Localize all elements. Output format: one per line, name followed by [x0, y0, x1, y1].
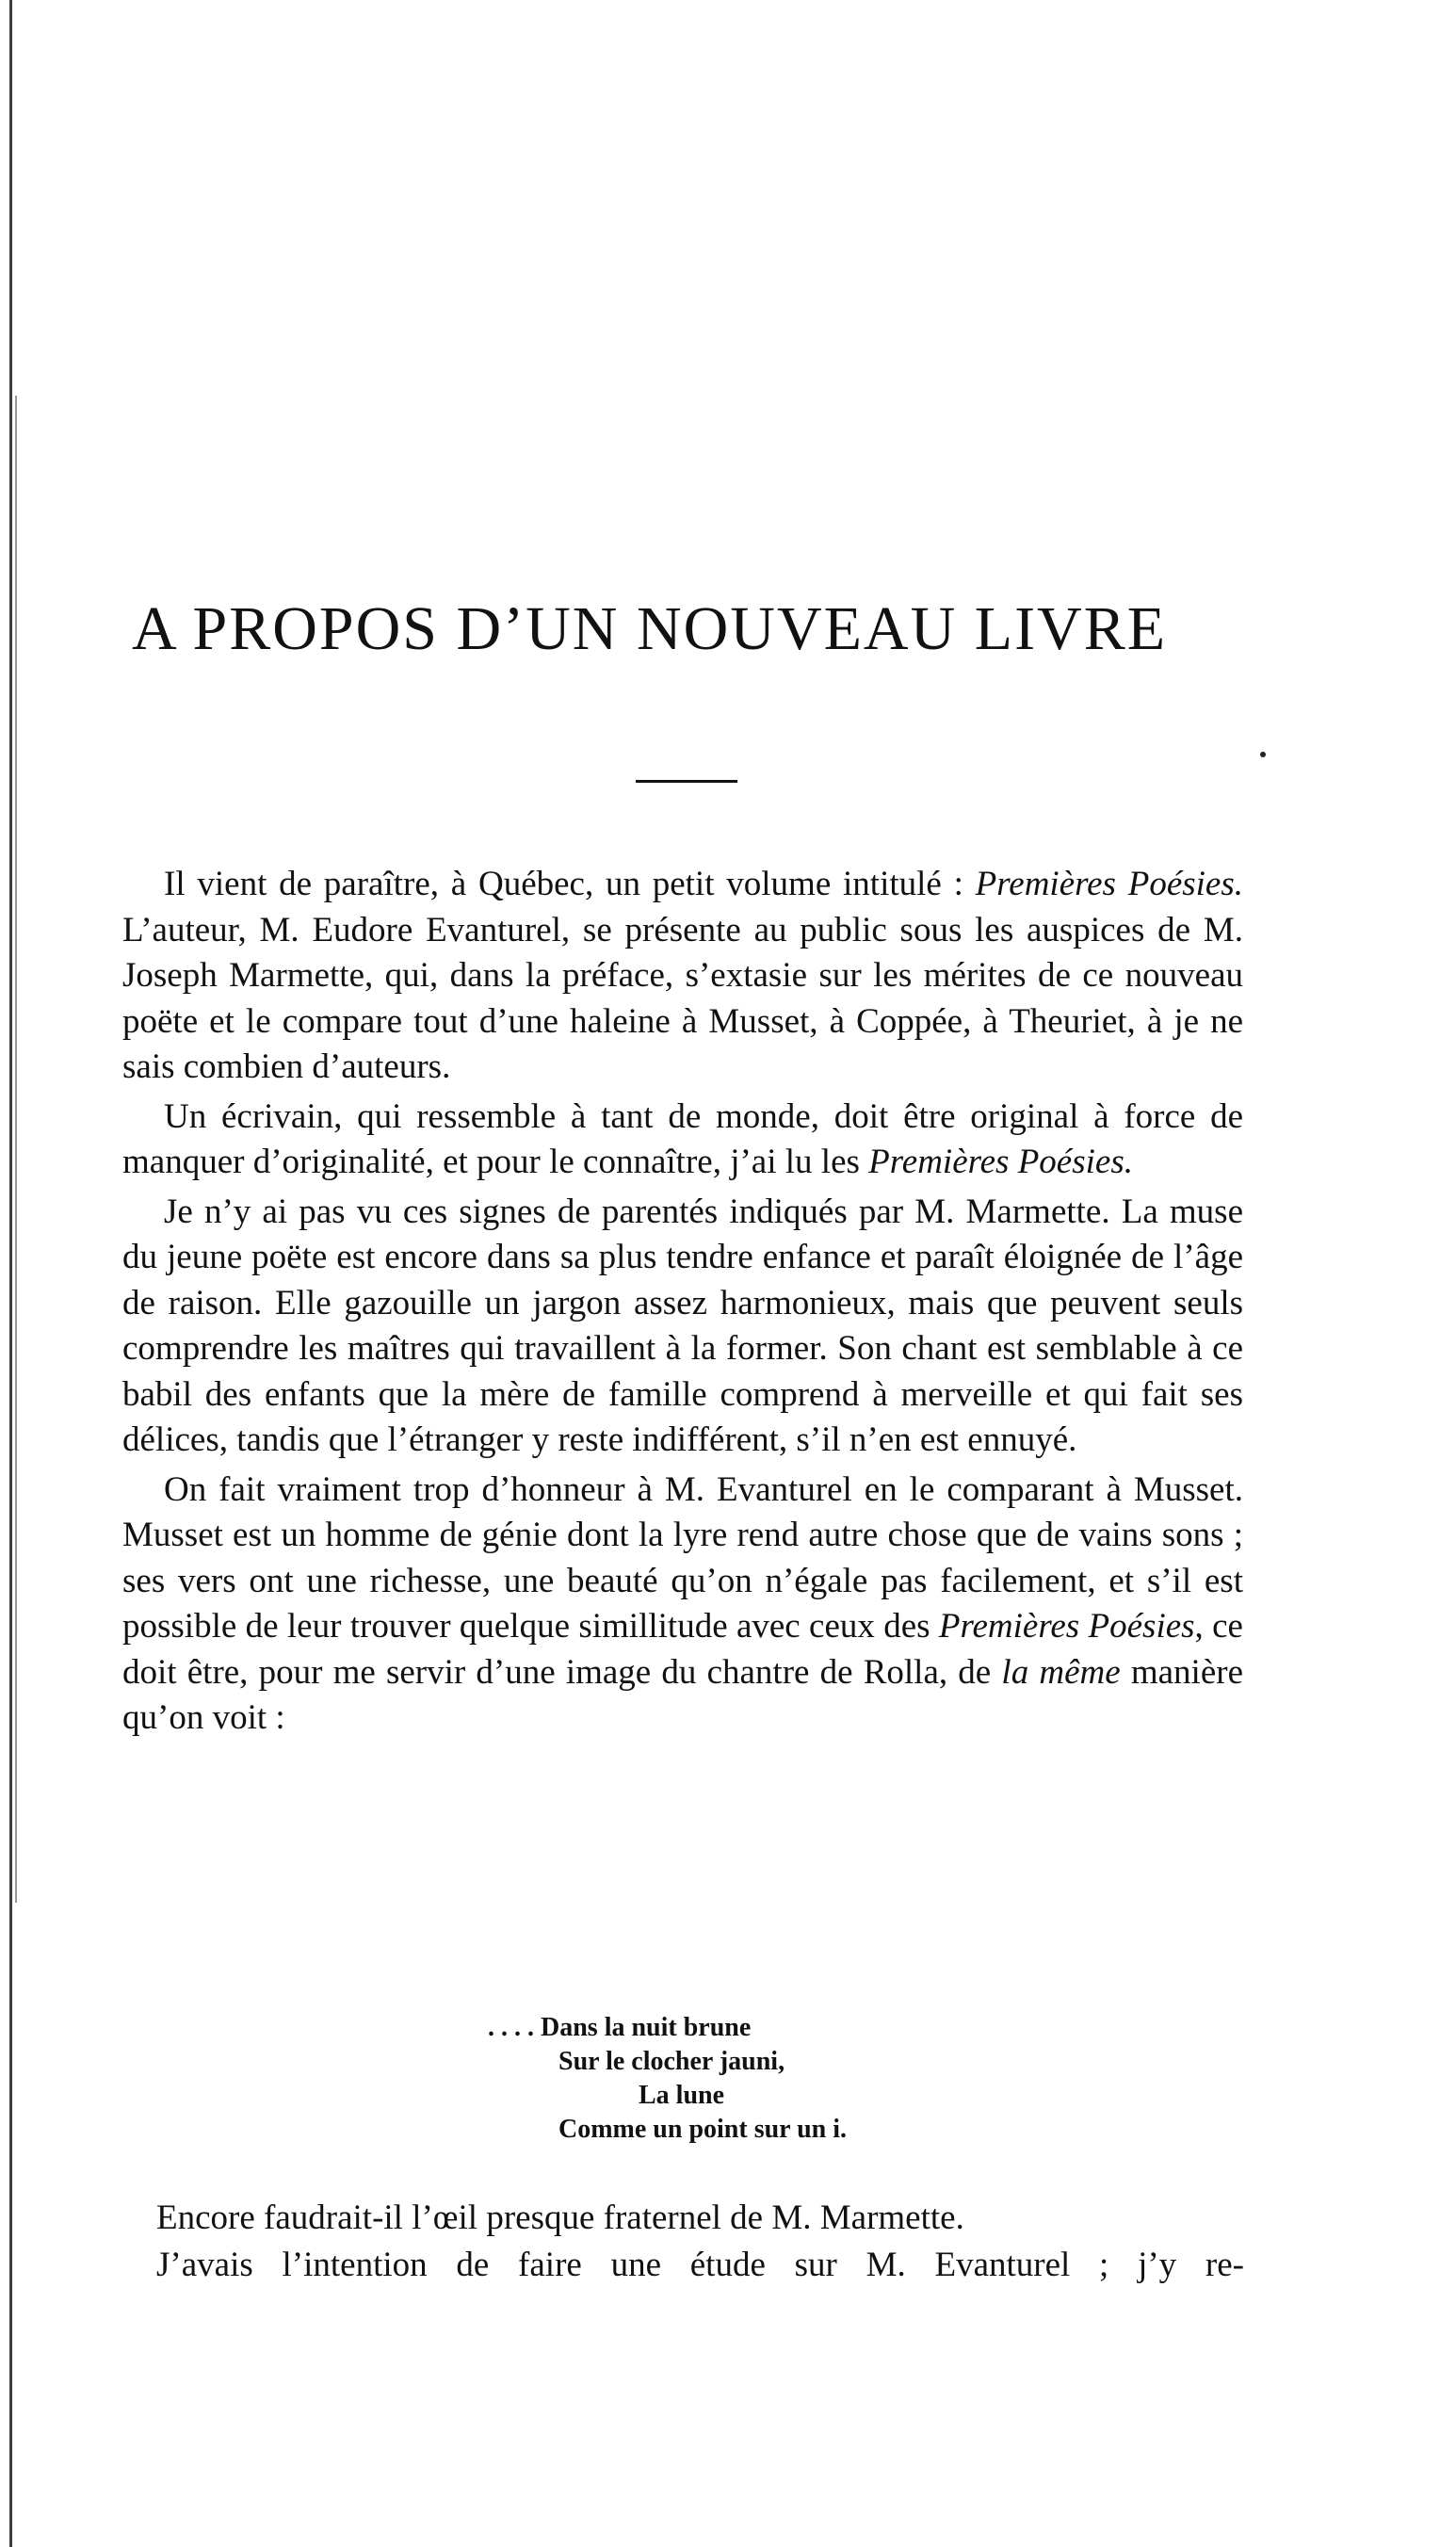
binding-edge: [9, 0, 12, 2547]
paragraph-4-text-a: On fait vraiment trop d’honneur à M. Evanturel en le comparant à Musset. Musset est un homme de génie dont la lyre rend autre chose que de vains sons ; ses vers ont une richesse, une beauté qu’on n’égale pas facilement, et s’il est possible de leur trouver quelque simillitude avec ceux des: [122, 1469, 1243, 1646]
verse-line-1: . . . . Dans la nuit brune: [488, 2013, 752, 2042]
paragraph-4-text-c: manière qu’on voit :: [122, 1652, 1243, 1737]
paragraph-4-title-italic: Premières Poésies: [938, 1607, 1195, 1646]
verse-line-4: Comme un point sur un i.: [558, 2115, 848, 2144]
binding-shadow: [15, 396, 17, 1903]
paragraph-1-text-a: Il vient de paraître, à Québec, un petit volume intitulé :: [164, 865, 976, 903]
paragraph-2: [122, 1095, 1243, 1186]
closing-text: [156, 2195, 1244, 2289]
chapter-title: A PROPOS D’UN NOUVEAU LIVRE: [132, 594, 1168, 663]
paragraph-1-title-italic: Premières Poésies.: [975, 865, 1243, 903]
paragraph-1: [122, 862, 1243, 1091]
verse-line-2: Sur le clocher jauni,: [558, 2047, 785, 2076]
paragraph-3: [122, 1190, 1243, 1464]
paragraph-4-phrase-italic: la même: [1001, 1652, 1121, 1692]
paragraph-3-text: Je n’y ai pas vu ces signes de parentés indiqués par M. Marmette. La muse du jeune poëte est encore dans sa plus tendre enfance et paraît éloignée de l’âge de raison. Elle gazouille un jargon assez harmonieux, mais que peuvent seuls comprendre les maîtres qui travaillent à la former. Son chant est semblable à ce babil des enfants que la mère de famille comprend à merveille et qui fait ses délices, tandis que l’étranger y reste indifférent, s’il n’en est ennuyé.: [122, 1192, 1243, 1459]
paper-speck: [1260, 752, 1266, 757]
closing-line-2: J’avais l’intention de faire une étude sur M. Evanturel ; j’y re-: [156, 2246, 1244, 2284]
paragraph-2-title-italic: Premières Poésies.: [868, 1143, 1133, 1181]
paragraph-4-text-b: , ce doit être, pour me servir d’une image du chantre de Rolla, de: [122, 1607, 1243, 1692]
paragraph-1-text-b: L’auteur, M. Eudore Evanturel, se présente au public sous les auspices de M. Joseph Marmette, qui, dans la préface, s’extasie sur les mérites de ce nouveau poëte et le compare tout d’une haleine à Musset, à Coppée, à Theuriet, à je ne sais combien d’auteurs.: [122, 910, 1243, 1086]
verse-line-3: La lune: [639, 2081, 725, 2110]
title-rule: [636, 780, 737, 783]
body-text: [122, 862, 1243, 1742]
paragraph-4: [122, 1468, 1243, 1742]
closing-line-1: Encore faudrait-il l’œil presque fraternel de M. Marmette.: [156, 2198, 964, 2237]
verse-quote: [488, 2011, 847, 2147]
paragraph-2-text-a: Un écrivain, qui ressemble à tant de monde, doit être original à force de manquer d’originalité, et pour le connaître, j’ai lu les: [122, 1096, 1243, 1181]
